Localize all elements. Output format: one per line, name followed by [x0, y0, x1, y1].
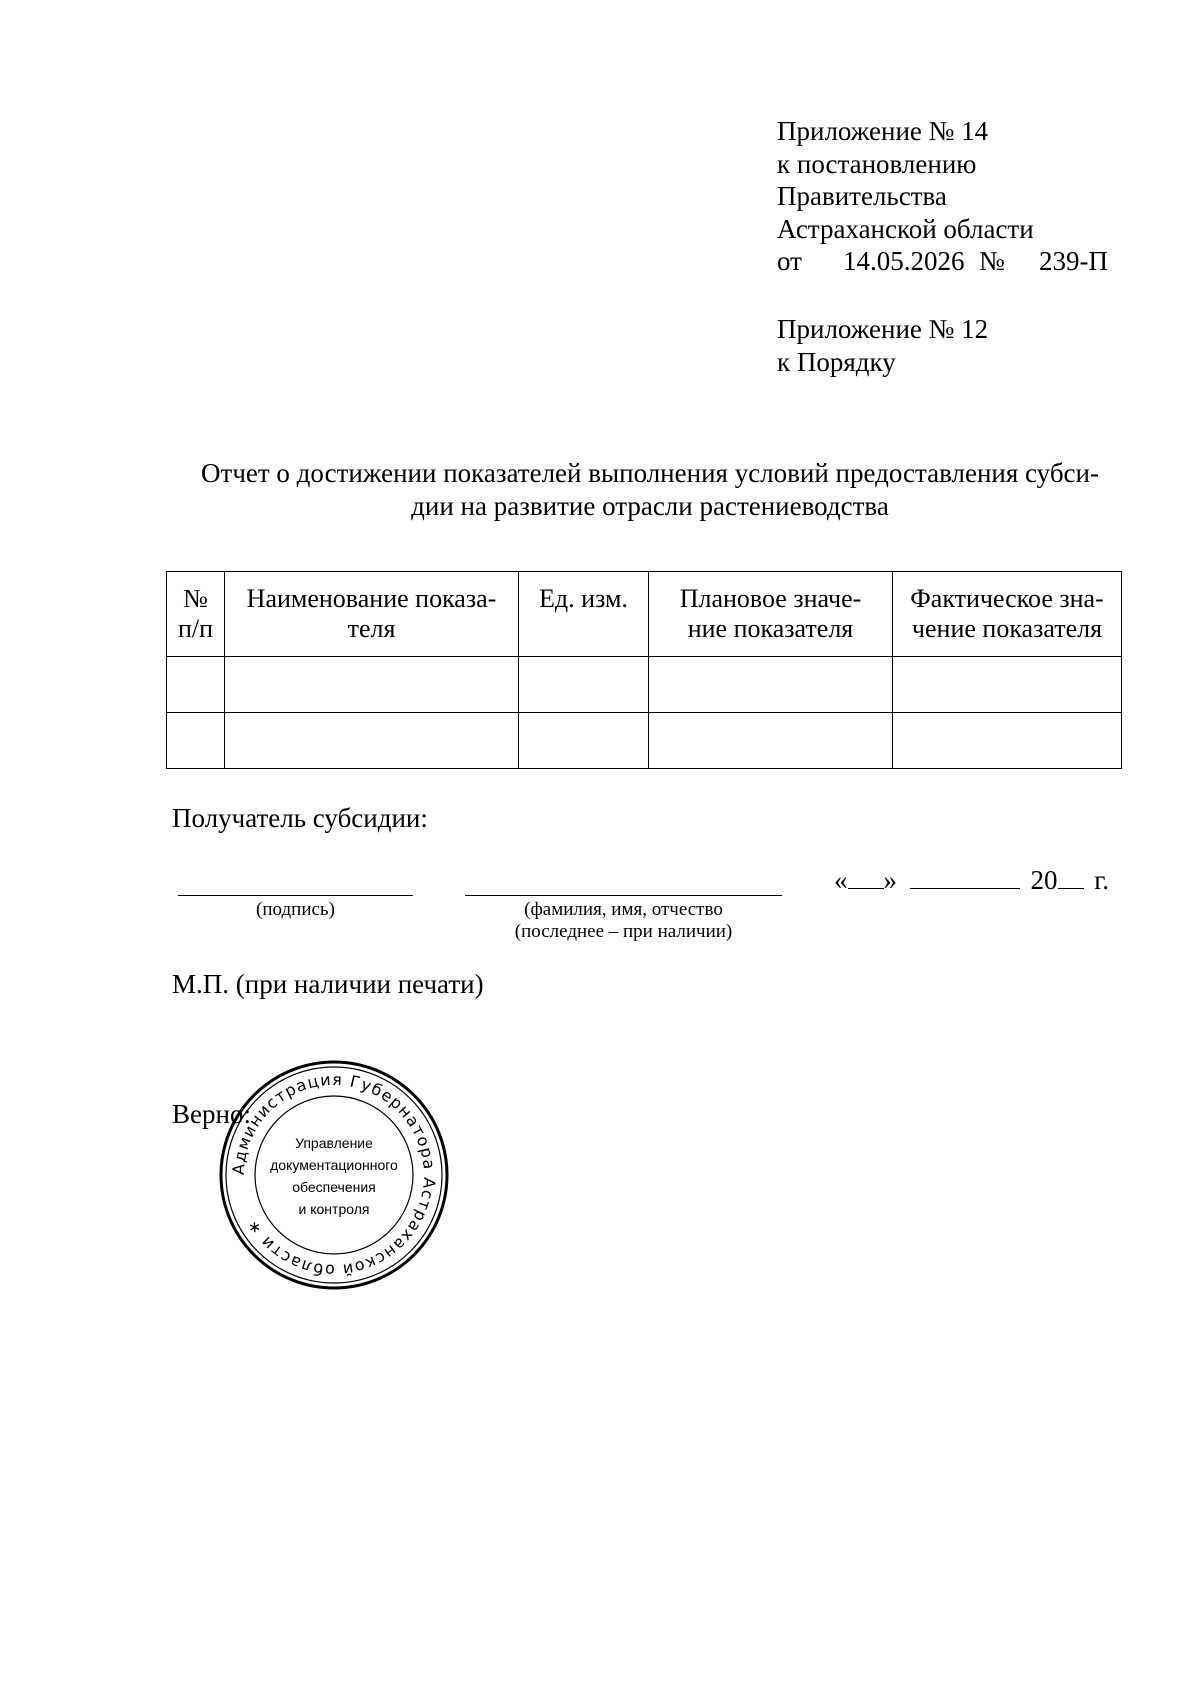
signature-caption: (подпись) — [256, 899, 335, 920]
table-cell — [519, 657, 649, 713]
appendix-order-number: Приложение № 12 — [777, 314, 989, 344]
table-cell — [649, 713, 893, 769]
report-title-line1: Отчет о достижении показателей выполнения условий предоставления субси- — [201, 458, 1099, 488]
header-number: № п/п — [167, 572, 225, 657]
header-unit: Ед. изм. — [519, 572, 649, 657]
table-cell — [225, 713, 519, 769]
decree-date-number — [777, 245, 1137, 278]
certified-label: Верно: — [172, 1099, 251, 1129]
appendix-number: Приложение № 14 — [777, 116, 989, 146]
date-field — [834, 864, 1109, 896]
appendix-order-ref: к Порядку — [777, 346, 896, 377]
table-cell — [167, 713, 225, 769]
table-cell — [649, 657, 893, 713]
seal-center-line2: документационного — [270, 1157, 398, 1173]
full-name-line — [465, 895, 782, 896]
decree-from-label: от — [777, 246, 802, 276]
report-title-line2: дии на развитие отрасли растениеводства — [411, 491, 889, 521]
month-blank — [910, 864, 1020, 889]
header-actual-value: Фактическое зна- чение показателя — [893, 572, 1122, 657]
seal-center-line1: Управление — [295, 1135, 373, 1151]
table-cell — [893, 657, 1122, 713]
header-indicator-name: Наименование показа- теля — [225, 572, 519, 657]
table-row — [167, 713, 1122, 769]
date-open-quote: « — [834, 865, 848, 895]
table-row — [167, 657, 1122, 713]
report-title — [170, 457, 1130, 523]
day-blank — [848, 864, 884, 889]
appendix-main-header — [777, 115, 1137, 278]
signature-line — [178, 895, 413, 896]
seal-inner-ring — [255, 1096, 413, 1254]
decree-number-sign: № — [979, 246, 1005, 276]
decree-date: 14.05.2026 — [843, 246, 965, 276]
date-close-quote: » — [883, 865, 897, 895]
year-prefix: 20 — [1030, 865, 1058, 895]
seal-center-line3: обеспечения — [292, 1179, 376, 1195]
appendix-ref: к постановлению — [777, 148, 977, 179]
appendix-government: Правительства — [777, 181, 947, 211]
seal-outer-ring-inner — [226, 1067, 442, 1283]
table-cell — [519, 713, 649, 769]
recipient-label: Получатель субсидии: — [172, 803, 428, 833]
indicators-table — [166, 571, 1122, 769]
seal-center-line4: и контроля — [298, 1201, 370, 1217]
appendix-region: Астраханской области — [777, 213, 1034, 244]
year-blank — [1058, 864, 1084, 889]
table-cell — [893, 713, 1122, 769]
table-cell — [167, 657, 225, 713]
header-planned-value: Плановое значе- ние показателя — [649, 572, 893, 657]
seal-ring-text: Администрация Губернатора Астраханской области ∗ — [228, 1069, 440, 1281]
stamp-place-label: М.П. (при наличии печати) — [172, 969, 484, 999]
decree-number: 239-П — [1039, 246, 1108, 276]
year-suffix: г. — [1094, 865, 1110, 895]
table-header-row — [167, 572, 1122, 657]
official-seal — [214, 1055, 454, 1295]
full-name-caption: (фамилия, имя, отчество (последнее – при наличии) — [514, 899, 733, 942]
appendix-order-header — [777, 313, 1137, 378]
table-cell — [225, 657, 519, 713]
